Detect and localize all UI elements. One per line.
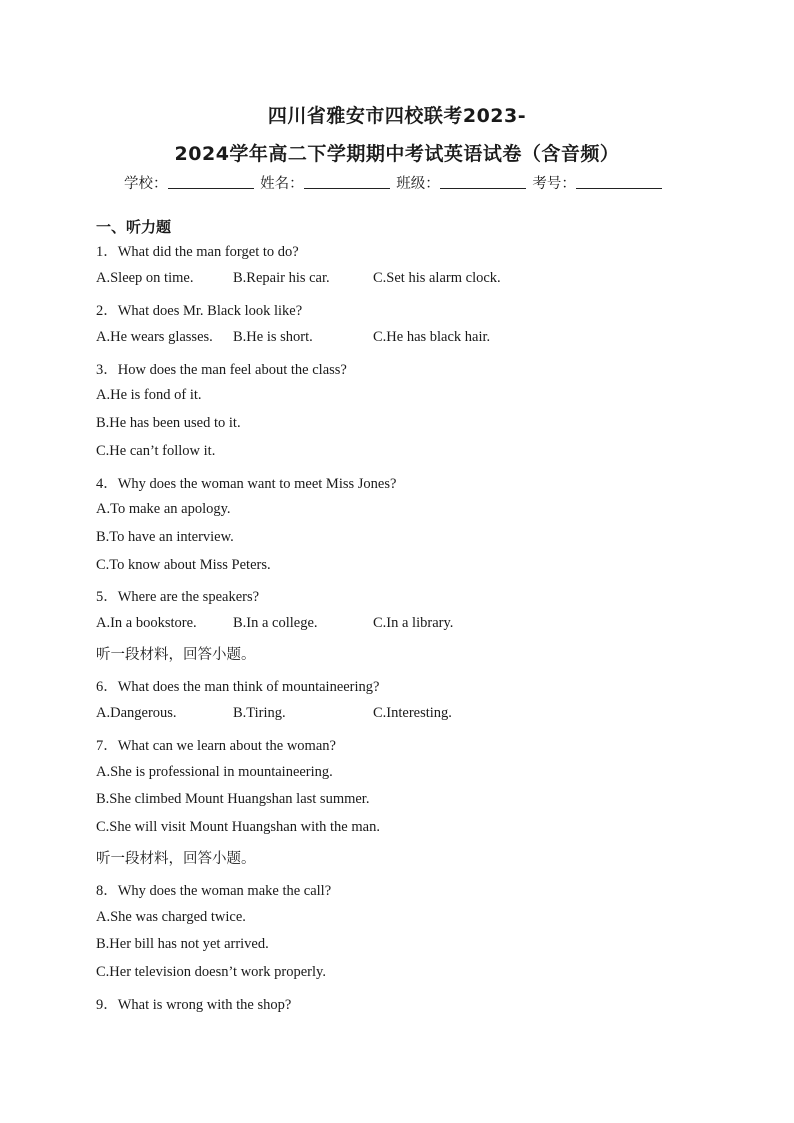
q5-option-a: A.In a bookstore. xyxy=(96,615,197,631)
question-6: 6．What does the man think of mountaineering? xyxy=(96,679,380,695)
exam-title-line2: 2024学年高二下学期期中考试英语试卷（含音频） xyxy=(174,143,620,165)
q2-option-b: B.He is short. xyxy=(233,329,313,345)
question-9: 9．What is wrong with the shop? xyxy=(96,997,292,1013)
question-3: 3．How does the man feel about the class? xyxy=(96,362,347,378)
q6-option-a: A.Dangerous. xyxy=(96,705,177,721)
school-label: 学校： xyxy=(124,176,168,192)
q2-option-c: C.He has black hair. xyxy=(373,329,491,345)
question-7: 7．What can we learn about the woman? xyxy=(96,738,336,754)
question-2: 2．What does Mr. Black look like? xyxy=(96,303,303,319)
q6-option-b: B.Tiring. xyxy=(233,705,286,721)
q4-option-b: B.To have an interview. xyxy=(96,529,234,545)
q6-option-c: C.Interesting. xyxy=(373,705,452,721)
question-8: 8．Why does the woman make the call? xyxy=(96,883,332,899)
exam-title-line1: 四川省雅安市四校联考2023- xyxy=(267,105,527,127)
q1-option-a: A.Sleep on time. xyxy=(96,270,194,286)
question-5: 5．Where are the speakers? xyxy=(96,589,260,605)
instruction-text: 听一段材料，回答小题。 xyxy=(96,647,256,663)
student-info-row xyxy=(124,172,664,193)
class-blank[interactable] xyxy=(440,175,526,189)
exam-number-blank[interactable] xyxy=(576,175,662,189)
q2-option-a: A.He wears glasses. xyxy=(96,329,213,345)
question-1: 1．What did the man forget to do? xyxy=(96,244,299,260)
class-label: 班级： xyxy=(396,176,440,192)
q3-option-b: B.He has been used to it. xyxy=(96,415,241,431)
q8-option-a: A.She was charged twice. xyxy=(96,909,246,925)
q5-option-b: B.In a college. xyxy=(233,615,318,631)
q4-option-c: C.To know about Miss Peters. xyxy=(96,557,271,573)
q8-option-b: B.Her bill has not yet arrived. xyxy=(96,936,269,952)
name-blank[interactable] xyxy=(304,175,390,189)
q3-option-a: A.He is fond of it. xyxy=(96,387,202,403)
q1-option-c: C.Set his alarm clock. xyxy=(373,270,501,286)
q1-option-b: B.Repair his car. xyxy=(233,270,330,286)
school-blank[interactable] xyxy=(168,175,254,189)
exam-number-label: 考号： xyxy=(532,176,576,192)
q4-option-a: A.To make an apology. xyxy=(96,501,231,517)
q7-option-c: C.She will visit Mount Huangshan with the man. xyxy=(96,819,380,835)
section-title: 一、听力题 xyxy=(96,218,172,236)
q7-option-b: B.She climbed Mount Huangshan last summer. xyxy=(96,791,370,807)
q3-option-c: C.He can’t follow it. xyxy=(96,443,216,459)
q8-option-c: C.Her television doesn’t work properly. xyxy=(96,964,326,980)
name-label: 姓名： xyxy=(260,176,304,192)
q7-option-a: A.She is professional in mountaineering. xyxy=(96,764,333,780)
question-4: 4．Why does the woman want to meet Miss Jones? xyxy=(96,476,397,492)
q5-option-c: C.In a library. xyxy=(373,615,454,631)
instruction-text-2: 听一段材料，回答小题。 xyxy=(96,851,256,867)
